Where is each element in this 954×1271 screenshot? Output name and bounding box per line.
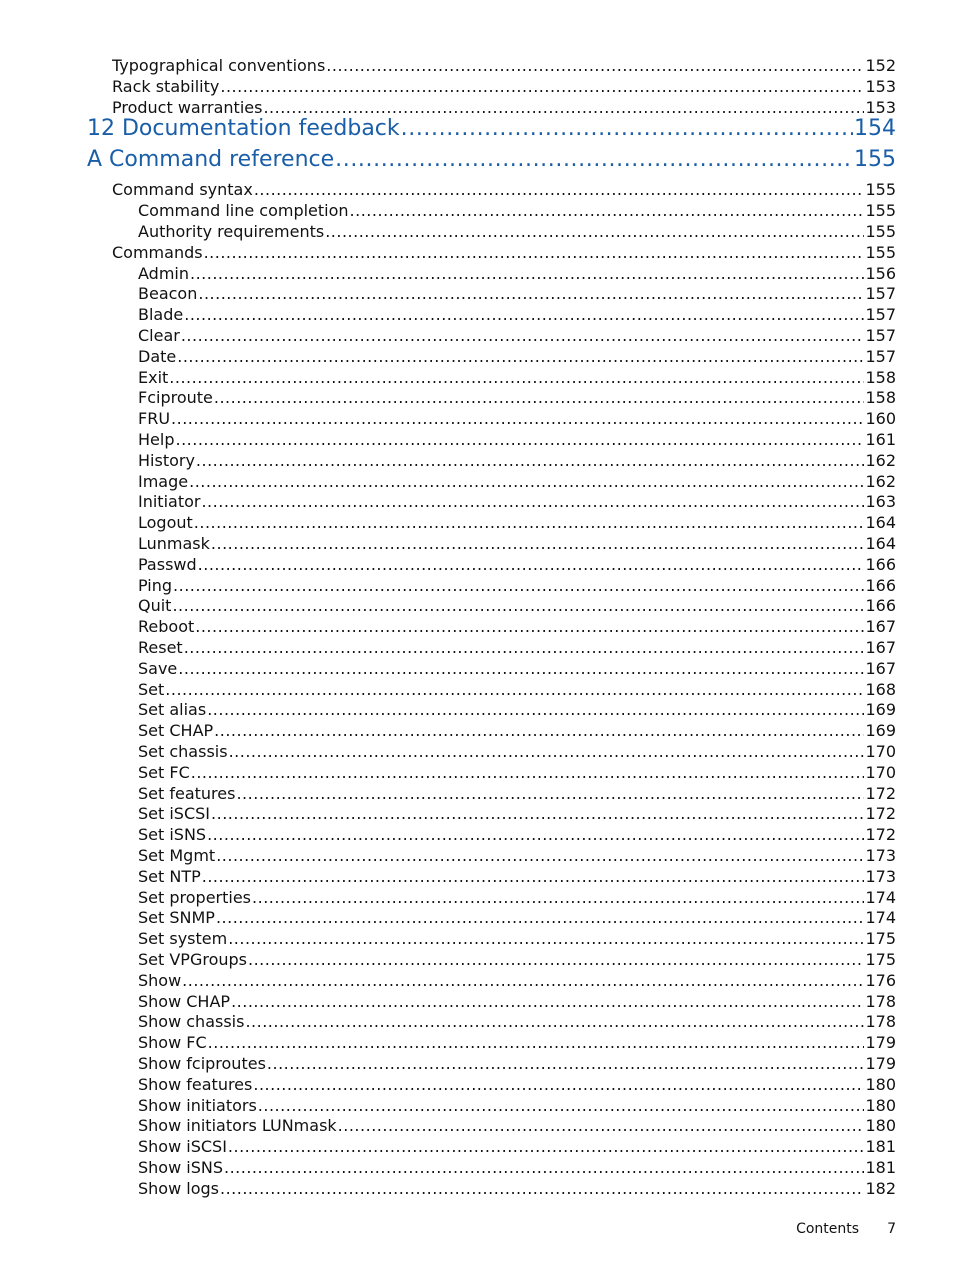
toc-entry-title: Product warranties [112,97,263,117]
toc-entry-title: Quit [138,596,172,616]
toc-dot-leader [350,200,865,221]
page-footer [700,1221,896,1237]
toc-dot-leader [182,970,864,991]
toc-entry-title: Reboot [138,617,195,637]
toc-entry-page: 174 [865,908,896,928]
toc-entry-title: Image [138,471,189,491]
toc-entry-page: 166 [865,575,896,595]
toc-entry-title: Set features [138,783,236,803]
toc-entry-page: 157 [865,326,896,345]
toc-entry-title: Set FC [138,762,190,782]
toc-entry[interactable] [138,1053,896,1074]
toc-entry-title: Set [138,679,165,699]
toc-entry-page: 170 [865,762,896,782]
toc-entry-page: 182 [865,1178,896,1198]
toc-dot-leader [169,367,864,388]
toc-entry-title: Set NTP [138,866,201,886]
toc-dot-leader [231,991,864,1012]
toc-dot-leader [220,1178,864,1199]
toc-entry-page: 162 [865,471,896,491]
toc-entry-title: Show features [138,1074,253,1094]
toc-dot-leader [181,325,865,346]
toc-entry-title: Authority requirements [138,222,325,241]
toc-entry-title: Clear [138,326,180,345]
toc-entry[interactable] [138,1074,896,1095]
toc-dot-leader [195,616,864,637]
toc-entry[interactable] [138,803,896,824]
toc-entry-page: 169 [865,700,896,720]
toc-entry[interactable] [138,450,896,471]
toc-entry-title: Set system [138,929,228,949]
toc-entry[interactable] [138,949,896,970]
toc-entry[interactable] [138,283,896,304]
toc-dot-leader [196,450,865,471]
toc-entry-page: 181 [865,1158,896,1177]
toc-dot-leader [258,1095,865,1116]
toc-entry[interactable] [138,970,896,991]
toc-entry-page: 175 [865,929,896,949]
toc-dot-leader [325,221,864,242]
toc-entry[interactable] [138,387,896,408]
toc-entry[interactable] [138,741,896,762]
toc-entry-title: Show iSNS [138,1158,223,1177]
toc-entry-page: 169 [865,721,896,741]
toc-entry[interactable] [138,637,896,658]
toc-entry[interactable] [138,658,896,679]
toc-entry-title: Admin [138,263,189,283]
toc-entry-page: 179 [865,1033,896,1053]
toc-entry-title: Show CHAP [138,991,231,1011]
toc-entry-page: 162 [865,450,896,470]
toc-entry-page: 178 [865,991,896,1011]
toc-entry-page: 155 [865,201,896,221]
toc-entry-title: Set iSCSI [138,804,211,824]
toc-entry[interactable] [138,679,896,700]
toc-entry[interactable] [138,616,896,637]
toc-entry[interactable] [138,512,896,533]
toc-entry-title: Show logs [138,1178,219,1198]
toc-dot-leader [208,1032,865,1053]
toc-entry-page: 157 [865,284,896,304]
toc-entry-title: Help [138,430,175,449]
toc-entry[interactable] [138,1011,896,1032]
toc-dot-leader [175,429,864,450]
toc-entry-title: Command syntax [112,180,253,200]
toc-entry[interactable] [138,263,896,284]
toc-entry-title: Show fciproutes [138,1054,266,1073]
toc-entry-title: Set iSNS [138,825,207,845]
toc-entry[interactable] [138,408,896,429]
toc-dot-leader [229,741,865,762]
toc-entry-title: Typographical conventions [112,56,326,75]
toc-entry-title: A Command reference [87,147,335,173]
toc-entry-page: 174 [865,887,896,907]
toc-entry[interactable] [138,325,896,346]
toc-entry-title: History [138,450,195,470]
toc-entry-page: 158 [865,367,896,387]
toc-dot-leader [165,679,864,700]
toc-entry[interactable] [138,887,896,908]
toc-entry-title: Fciproute [138,388,213,408]
toc-dot-leader [216,907,865,928]
toc-dot-leader [198,554,865,575]
toc-entry-page: 167 [865,638,896,657]
toc-entry[interactable] [138,554,896,575]
toc-entry-page: 173 [865,866,896,886]
toc-entry-page: 180 [865,1074,896,1094]
toc-entry[interactable] [138,783,896,804]
toc-entry-title: Beacon [138,284,198,304]
toc-dot-leader [326,55,864,76]
toc-dot-leader [211,803,864,824]
toc-entry-page: 166 [865,596,896,616]
toc-entry-title: Save [138,658,178,678]
toc-dot-leader [228,928,864,949]
toc-entry-title: Set CHAP [138,721,214,741]
toc-entry[interactable] [138,1032,896,1053]
toc-entry[interactable] [138,907,896,928]
toc-entry-page: 175 [865,950,896,969]
toc-entry-page: 160 [865,409,896,429]
toc-dot-leader [214,387,865,408]
toc-entry[interactable] [138,491,896,512]
toc-entry-page: 155 [865,222,896,241]
toc-entry-page: 176 [865,970,896,990]
toc-entry-page: 152 [865,56,896,75]
toc-entry-title: Show chassis [138,1012,245,1032]
toc-entry-title: Set properties [138,887,252,907]
toc-chapter-entry[interactable] [87,114,896,144]
toc-entry[interactable] [112,242,896,263]
toc-entry-page: 170 [865,742,896,761]
toc-entry[interactable] [138,367,896,388]
toc-entry-page: 167 [865,617,896,637]
toc-entry-title: Set VPGroups [138,950,247,969]
toc-dot-leader [220,76,864,97]
toc-entry[interactable] [138,762,896,783]
toc-entry-page: 172 [865,783,896,803]
footer-section-label: Contents [796,1221,860,1237]
toc-dot-leader [207,699,864,720]
toc-entry[interactable] [138,699,896,720]
toc-entry[interactable] [138,720,896,741]
toc-dot-leader [191,762,865,783]
toc-entry[interactable] [138,1095,896,1116]
toc-dot-leader [184,637,865,658]
toc-dot-leader [253,1074,864,1095]
toc-entry-page: 166 [865,554,896,574]
toc-entry-page: 172 [865,804,896,824]
toc-dot-leader [173,575,864,596]
toc-entry[interactable] [138,346,896,367]
toc-entry[interactable] [138,595,896,616]
toc-entry-title: 12 Documentation feedback [87,116,400,142]
toc-entry-title: Rack stability [112,76,220,96]
toc-chapter-entry[interactable] [87,145,896,175]
toc-entry[interactable] [138,1157,896,1178]
toc-entry-page: 164 [865,513,896,533]
toc-entry-title: Show FC [138,1033,207,1053]
toc-entry-title: Show initiators [138,1095,257,1115]
toc-entry-title: Blade [138,305,184,325]
toc-entry-page: 155 [865,180,896,200]
toc-entry-title: Reset [138,638,183,657]
toc-entry[interactable] [138,824,896,845]
toc-entry-page: 178 [865,1012,896,1032]
toc-dot-leader [335,145,853,175]
toc-entry-page: 181 [865,1137,896,1157]
toc-entry-page: 153 [865,76,896,96]
toc-entry-title: Lunmask [138,534,210,553]
toc-dot-leader [172,595,864,616]
toc-dot-leader [177,346,864,367]
toc-dot-leader [338,1115,865,1136]
toc-entry-title: Command line completion [138,201,349,221]
toc-entry[interactable] [138,533,896,554]
toc-dot-leader [189,471,864,492]
toc-entry-title: Ping [138,575,173,595]
toc-entry[interactable] [112,55,896,76]
toc-entry-title: Show initiators LUNmask [138,1116,337,1136]
toc-dot-leader [236,783,864,804]
toc-entry[interactable] [138,1136,896,1157]
toc-entry-page: 154 [854,116,896,142]
toc-entry-page: 155 [865,242,896,262]
toc-dot-leader [245,1011,864,1032]
toc-entry-title: Set chassis [138,742,228,761]
toc-dot-leader [401,114,853,144]
toc-entry-page: 157 [865,346,896,366]
toc-entry-page: 167 [865,658,896,678]
toc-entry-title: Show [138,970,182,990]
toc-dot-leader [207,824,864,845]
toc-entry-title: Set SNMP [138,908,215,928]
toc-entry-title: Show iSCSI [138,1137,227,1157]
toc-entry[interactable] [138,1178,896,1199]
toc-entry[interactable] [138,575,896,596]
toc-dot-leader [216,845,864,866]
toc-entry[interactable] [138,928,896,949]
footer-page-number: 7 [887,1221,896,1237]
toc-entry-page: 164 [865,534,896,553]
toc-entry[interactable] [138,991,896,1012]
toc-dot-leader [254,179,865,200]
toc-entry-page: 168 [865,679,896,699]
toc-dot-leader [214,720,864,741]
toc-dot-leader [202,866,865,887]
toc-entry-title: Logout [138,513,193,533]
toc-entry-title: Passwd [138,554,197,574]
toc-entry[interactable] [112,76,896,97]
toc-entry-title: Initiator [138,492,201,512]
toc-entry-page: 180 [865,1116,896,1136]
toc-dot-leader [184,304,864,325]
toc-entry-title: Commands [112,242,203,262]
toc-entry[interactable] [138,471,896,492]
toc-entry-page: 180 [865,1095,896,1115]
toc-entry-title: Set Mgmt [138,846,216,865]
toc-entry-page: 163 [865,492,896,512]
toc-dot-leader [171,408,864,429]
toc-entry[interactable] [138,304,896,325]
toc-entry-page: 158 [865,388,896,408]
toc-dot-leader [190,263,864,284]
toc-entry[interactable] [138,845,896,866]
toc-dot-leader [248,949,864,970]
toc-entry[interactable] [112,179,896,200]
toc-dot-leader [204,242,865,263]
toc-entry-title: Exit [138,367,169,387]
toc-dot-leader [201,491,864,512]
toc-entry-page: 173 [865,846,896,865]
toc-entry-title: Date [138,346,177,366]
toc-entry[interactable] [138,1115,896,1136]
toc-dot-leader [211,533,865,554]
toc-entry[interactable] [138,429,896,450]
toc-dot-leader [252,887,864,908]
toc-dot-leader [228,1136,865,1157]
toc-dot-leader [267,1053,865,1074]
toc-entry[interactable] [138,200,896,221]
toc-dot-leader [178,658,864,679]
toc-dot-leader [198,283,864,304]
toc-entry-title: Set alias [138,700,207,720]
toc-dot-leader [224,1157,864,1178]
toc-entry-page: 156 [865,263,896,283]
toc-entry-page: 161 [865,430,896,449]
toc-entry[interactable] [138,866,896,887]
toc-entry-page: 155 [854,147,896,173]
toc-entry-page: 179 [865,1054,896,1073]
toc-dot-leader [194,512,865,533]
toc-entry-page: 172 [865,825,896,845]
toc-entry[interactable] [138,221,896,242]
toc-entry-page: 153 [865,97,896,117]
toc-entry-page: 157 [865,305,896,325]
toc-entry-title: FRU [138,409,171,429]
